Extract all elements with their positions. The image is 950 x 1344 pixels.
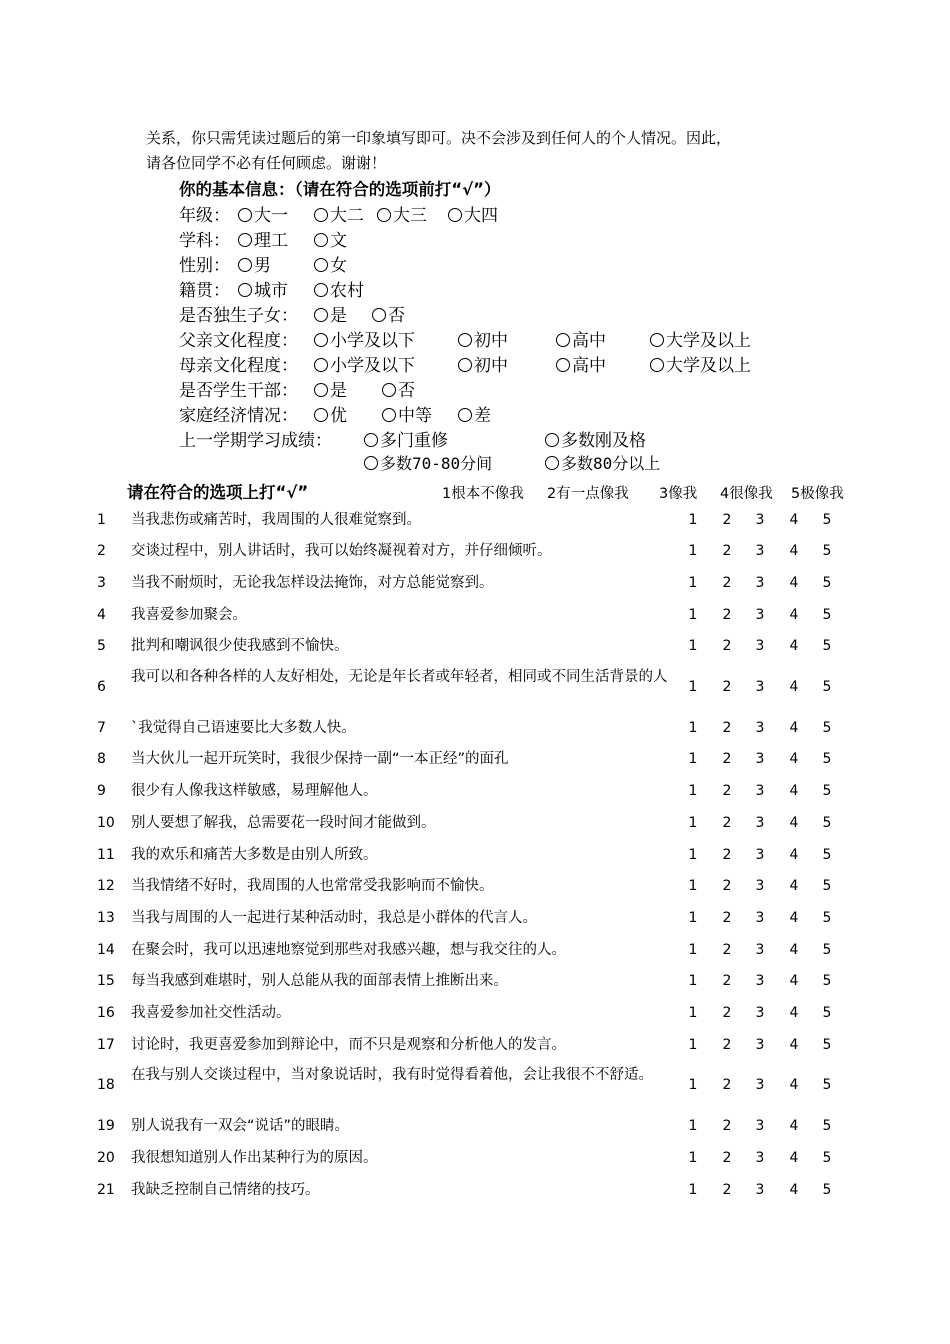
scale-label-5: 5极像我 [791, 486, 844, 502]
score-option-3[interactable]: 3 [755, 973, 765, 989]
score-option-4[interactable]: 4 [789, 1077, 799, 1093]
question-text: 我可以和各种各样的人友好相处，无论是年长者或年轻者，相同或不同生活背景的人 [131, 669, 668, 685]
score-option-2[interactable]: 2 [722, 512, 732, 528]
score-option-3[interactable]: 3 [755, 1037, 765, 1053]
question-text: 我喜爱参加社交性活动。 [131, 1005, 291, 1021]
score-option-4[interactable]: 4 [789, 942, 799, 958]
scale-label-3: 3像我 [659, 486, 698, 502]
question-text: 很少有人像我这样敏感，易理解他人。 [131, 783, 378, 799]
only-child-option-2[interactable]: 否 [372, 301, 405, 326]
question-text: 在聚会时，我可以迅速地察觉到那些对我感兴趣，想与我交往的人。 [131, 942, 566, 958]
score-option-2[interactable]: 2 [722, 1182, 732, 1198]
score-option-1[interactable]: 1 [688, 1118, 698, 1134]
score-option-1[interactable]: 1 [688, 783, 698, 799]
score-option-4[interactable]: 4 [789, 575, 799, 591]
grades-option-1[interactable]: 多门重修 [364, 426, 448, 451]
score-option-1[interactable]: 1 [688, 679, 698, 695]
score-option-4[interactable]: 4 [789, 878, 799, 894]
radio-circle-icon [314, 258, 328, 272]
score-option-4[interactable]: 4 [789, 1037, 799, 1053]
question-number: 15 [97, 973, 115, 989]
radio-circle-icon [238, 233, 252, 247]
question-number: 19 [97, 1118, 115, 1134]
score-option-4[interactable]: 4 [789, 910, 799, 926]
question-number: 13 [97, 910, 115, 926]
score-option-3[interactable]: 3 [755, 783, 765, 799]
score-option-2[interactable]: 2 [722, 783, 732, 799]
gender-label: 性别： [179, 256, 230, 276]
grades-option-2[interactable]: 多数刚及格 [545, 426, 646, 451]
score-option-4[interactable]: 4 [789, 679, 799, 695]
score-option-4[interactable]: 4 [789, 512, 799, 528]
score-option-1[interactable]: 1 [688, 638, 698, 654]
score-option-2[interactable]: 2 [722, 638, 732, 654]
radio-circle-icon [238, 258, 252, 272]
mother-edu-option-2[interactable]: 初中 [458, 351, 508, 376]
cadre-option-2[interactable]: 否 [382, 376, 415, 401]
score-option-2[interactable]: 2 [722, 942, 732, 958]
radio-circle-icon [372, 308, 386, 322]
score-option-2[interactable]: 2 [722, 910, 732, 926]
question-text: 在我与别人交谈过程中，当对象说话时，我有时觉得看着他，会让我很不不舒适。 [131, 1067, 653, 1083]
father-edu-option-1[interactable]: 小学及以下 [314, 326, 415, 351]
grade-label: 年级： [179, 206, 230, 226]
radio-circle-icon [556, 333, 570, 347]
score-option-3[interactable]: 3 [755, 575, 765, 591]
score-option-2[interactable]: 2 [722, 1037, 732, 1053]
question-number: 3 [97, 575, 106, 591]
score-option-5[interactable]: 5 [822, 1118, 832, 1134]
radio-circle-icon [314, 333, 328, 347]
score-option-3[interactable]: 3 [755, 878, 765, 894]
score-option-5[interactable]: 5 [822, 847, 832, 863]
radio-circle-icon [650, 358, 664, 372]
gender-option-2[interactable]: 女 [314, 251, 347, 276]
score-option-3[interactable]: 3 [755, 638, 765, 654]
grade-option-1[interactable]: 大一 [238, 201, 288, 226]
score-option-5[interactable]: 5 [822, 543, 832, 559]
score-option-3[interactable]: 3 [755, 751, 765, 767]
score-option-1[interactable]: 1 [688, 973, 698, 989]
score-option-5[interactable]: 5 [822, 1005, 832, 1021]
economy-option-2[interactable]: 中等 [382, 401, 432, 426]
only-child-label: 是否独生子女： [179, 306, 298, 326]
grade-option-3[interactable]: 大三 [377, 201, 427, 226]
score-option-2[interactable]: 2 [722, 720, 732, 736]
score-option-5[interactable]: 5 [822, 512, 832, 528]
radio-circle-icon [382, 408, 396, 422]
radio-circle-icon [314, 208, 328, 222]
score-option-3[interactable]: 3 [755, 1150, 765, 1166]
score-option-3[interactable]: 3 [755, 815, 765, 831]
scale-label-4: 4很像我 [720, 486, 773, 502]
score-option-5[interactable]: 5 [822, 1077, 832, 1093]
score-option-5[interactable]: 5 [822, 910, 832, 926]
score-option-4[interactable]: 4 [789, 1118, 799, 1134]
origin-option-1[interactable]: 城市 [238, 276, 288, 301]
radio-circle-icon [314, 383, 328, 397]
radio-circle-icon [238, 208, 252, 222]
score-option-1[interactable]: 1 [688, 847, 698, 863]
score-option-4[interactable]: 4 [789, 1182, 799, 1198]
score-option-1[interactable]: 1 [688, 1077, 698, 1093]
question-text: 别人说我有一双会“说话”的眼睛。 [131, 1118, 350, 1134]
score-option-4[interactable]: 4 [789, 973, 799, 989]
score-option-3[interactable]: 3 [755, 679, 765, 695]
score-option-1[interactable]: 1 [688, 607, 698, 623]
score-option-1[interactable]: 1 [688, 1005, 698, 1021]
score-option-1[interactable]: 1 [688, 1037, 698, 1053]
score-option-3[interactable]: 3 [755, 910, 765, 926]
mother-edu-label: 母亲文化程度： [179, 356, 298, 376]
radio-circle-icon [650, 333, 664, 347]
score-option-2[interactable]: 2 [722, 1150, 732, 1166]
radio-circle-icon [458, 358, 472, 372]
grade-option-4[interactable]: 大四 [448, 201, 498, 226]
radio-circle-icon [314, 233, 328, 247]
score-option-2[interactable]: 2 [722, 751, 732, 767]
score-option-4[interactable]: 4 [789, 815, 799, 831]
score-option-5[interactable]: 5 [822, 607, 832, 623]
score-option-4[interactable]: 4 [789, 783, 799, 799]
score-option-3[interactable]: 3 [755, 607, 765, 623]
score-option-3[interactable]: 3 [755, 512, 765, 528]
father-edu-option-3[interactable]: 高中 [556, 326, 606, 351]
question-text: 我很想知道别人作出某种行为的原因。 [131, 1150, 378, 1166]
score-option-3[interactable]: 3 [755, 720, 765, 736]
radio-circle-icon [314, 358, 328, 372]
score-option-3[interactable]: 3 [755, 1182, 765, 1198]
economy-option-3[interactable]: 差 [458, 401, 491, 426]
score-option-5[interactable]: 5 [822, 783, 832, 799]
question-number: 5 [97, 638, 106, 654]
grades-option-3[interactable]: 多数70-80分间 [364, 451, 492, 474]
father-edu-label: 父亲文化程度： [179, 331, 298, 351]
score-option-3[interactable]: 3 [755, 543, 765, 559]
question-number: 6 [97, 679, 106, 695]
question-text: 当我不耐烦时，无论我怎样设法掩饰，对方总能觉察到。 [131, 575, 494, 591]
question-text: 交谈过程中，别人讲话时，我可以始终凝视着对方，并仔细倾听。 [131, 543, 552, 559]
subject-option-2[interactable]: 文 [314, 226, 347, 251]
grade-option-2[interactable]: 大二 [314, 201, 364, 226]
question-text: 我喜爱参加聚会。 [131, 607, 247, 623]
radio-circle-icon [238, 283, 252, 297]
question-number: 20 [97, 1150, 115, 1166]
score-option-3[interactable]: 3 [755, 847, 765, 863]
score-option-1[interactable]: 1 [688, 512, 698, 528]
question-number: 2 [97, 543, 106, 559]
question-number: 11 [97, 847, 115, 863]
question-number: 21 [97, 1182, 115, 1198]
radio-circle-icon [314, 408, 328, 422]
radio-circle-icon [314, 283, 328, 297]
mother-edu-option-3[interactable]: 高中 [556, 351, 606, 376]
radio-circle-icon [448, 208, 462, 222]
score-option-4[interactable]: 4 [789, 847, 799, 863]
score-option-5[interactable]: 5 [822, 679, 832, 695]
question-number: 9 [97, 783, 106, 799]
basic-info-title: 你的基本信息：（请在符合的选项前打“√”） [179, 180, 501, 199]
radio-circle-icon [556, 358, 570, 372]
subject-label: 学科： [179, 231, 230, 251]
question-text: 当大伙儿一起开玩笑时，我很少保持一副“一本正经”的面孔 [131, 751, 509, 767]
score-option-1[interactable]: 1 [688, 575, 698, 591]
question-number: 1 [97, 512, 106, 528]
score-option-1[interactable]: 1 [688, 720, 698, 736]
score-option-4[interactable]: 4 [789, 543, 799, 559]
score-option-2[interactable]: 2 [722, 607, 732, 623]
score-option-2[interactable]: 2 [722, 679, 732, 695]
score-option-5[interactable]: 5 [822, 1037, 832, 1053]
score-option-2[interactable]: 2 [722, 847, 732, 863]
subject-option-1[interactable]: 理工 [238, 226, 288, 251]
origin-label: 籍贯： [179, 281, 230, 301]
score-option-3[interactable]: 3 [755, 1005, 765, 1021]
radio-circle-icon [545, 456, 559, 470]
question-text: 批判和嘲讽很少使我感到不愉快。 [131, 638, 349, 654]
score-option-5[interactable]: 5 [822, 1182, 832, 1198]
only-child-option-1[interactable]: 是 [314, 301, 347, 326]
score-option-5[interactable]: 5 [822, 1150, 832, 1166]
radio-circle-icon [314, 308, 328, 322]
score-option-1[interactable]: 1 [688, 910, 698, 926]
score-option-5[interactable]: 5 [822, 878, 832, 894]
radio-circle-icon [458, 408, 472, 422]
score-option-2[interactable]: 2 [722, 973, 732, 989]
radio-circle-icon [364, 456, 378, 470]
mother-edu-option-4[interactable]: 大学及以上 [650, 351, 751, 376]
score-option-3[interactable]: 3 [755, 1077, 765, 1093]
score-option-2[interactable]: 2 [722, 543, 732, 559]
origin-option-2[interactable]: 农村 [314, 276, 364, 301]
score-option-4[interactable]: 4 [789, 607, 799, 623]
score-option-2[interactable]: 2 [722, 1005, 732, 1021]
score-option-3[interactable]: 3 [755, 1118, 765, 1134]
question-text: 讨论时，我更喜爱参加到辩论中，而不只是观察和分析他人的发言。 [131, 1037, 566, 1053]
score-option-1[interactable]: 1 [688, 878, 698, 894]
score-option-1[interactable]: 1 [688, 815, 698, 831]
score-option-1[interactable]: 1 [688, 1182, 698, 1198]
question-text: 当我与周围的人一起进行某种活动时，我总是小群体的代言人。 [131, 910, 537, 926]
scale-instruction: 请在符合的选项上打“√” [127, 483, 309, 502]
cadre-option-1[interactable]: 是 [314, 376, 347, 401]
score-option-1[interactable]: 1 [688, 751, 698, 767]
score-option-5[interactable]: 5 [822, 942, 832, 958]
score-option-2[interactable]: 2 [722, 815, 732, 831]
question-text: 当我情绪不好时，我周围的人也常常受我影响而不愉快。 [131, 878, 494, 894]
question-number: 17 [97, 1037, 115, 1053]
question-text: 我的欢乐和痛苦大多数是由别人所致。 [131, 847, 378, 863]
question-text: 当我悲伤或痛苦时，我周围的人很难觉察到。 [131, 512, 421, 528]
question-text: `我觉得自己语速要比大多数人快。 [131, 720, 356, 736]
score-option-4[interactable]: 4 [789, 1150, 799, 1166]
question-number: 16 [97, 1005, 115, 1021]
question-number: 4 [97, 607, 106, 623]
question-text: 每当我感到难堪时，别人总能从我的面部表情上推断出来。 [131, 973, 508, 989]
father-edu-option-2[interactable]: 初中 [458, 326, 508, 351]
score-option-4[interactable]: 4 [789, 720, 799, 736]
question-text: 我缺乏控制自己情绪的技巧。 [131, 1182, 320, 1198]
score-option-1[interactable]: 1 [688, 1150, 698, 1166]
score-option-5[interactable]: 5 [822, 720, 832, 736]
mother-edu-option-1[interactable]: 小学及以下 [314, 351, 415, 376]
score-option-2[interactable]: 2 [722, 575, 732, 591]
question-number: 18 [97, 1077, 115, 1093]
score-option-5[interactable]: 5 [822, 815, 832, 831]
score-option-4[interactable]: 4 [789, 1005, 799, 1021]
score-option-4[interactable]: 4 [789, 638, 799, 654]
cadre-label: 是否学生干部： [179, 381, 298, 401]
radio-circle-icon [364, 433, 378, 447]
grades-option-4[interactable]: 多数80分以上 [545, 451, 660, 474]
question-number: 7 [97, 720, 106, 736]
gender-option-1[interactable]: 男 [238, 251, 271, 276]
economy-option-1[interactable]: 优 [314, 401, 347, 426]
father-edu-option-4[interactable]: 大学及以上 [650, 326, 751, 351]
score-option-3[interactable]: 3 [755, 942, 765, 958]
question-number: 14 [97, 942, 115, 958]
score-option-5[interactable]: 5 [822, 751, 832, 767]
question-number: 8 [97, 751, 106, 767]
intro-line-2: 请各位同学不必有任何顾虑。谢谢！ [146, 154, 387, 172]
radio-circle-icon [377, 208, 391, 222]
score-option-2[interactable]: 2 [722, 878, 732, 894]
radio-circle-icon [458, 333, 472, 347]
scale-label-1: 1根本不像我 [442, 486, 524, 502]
score-option-2[interactable]: 2 [722, 1077, 732, 1093]
score-option-1[interactable]: 1 [688, 942, 698, 958]
score-option-5[interactable]: 5 [822, 973, 832, 989]
radio-circle-icon [545, 433, 559, 447]
radio-circle-icon [382, 383, 396, 397]
intro-line-1: 关系，你只需凭读过题后的第一印象填写即可。决不会涉及到任何人的个人情况。因此， [146, 129, 732, 147]
score-option-1[interactable]: 1 [688, 543, 698, 559]
grades-label: 上一学期学习成绩： [179, 431, 332, 451]
score-option-4[interactable]: 4 [789, 751, 799, 767]
score-option-5[interactable]: 5 [822, 575, 832, 591]
question-text: 别人要想了解我，总需要花一段时间才能做到。 [131, 815, 436, 831]
question-number: 10 [97, 815, 115, 831]
score-option-5[interactable]: 5 [822, 638, 832, 654]
question-number: 12 [97, 878, 115, 894]
economy-label: 家庭经济情况： [179, 406, 298, 426]
scale-label-2: 2有一点像我 [547, 486, 629, 502]
score-option-2[interactable]: 2 [722, 1118, 732, 1134]
